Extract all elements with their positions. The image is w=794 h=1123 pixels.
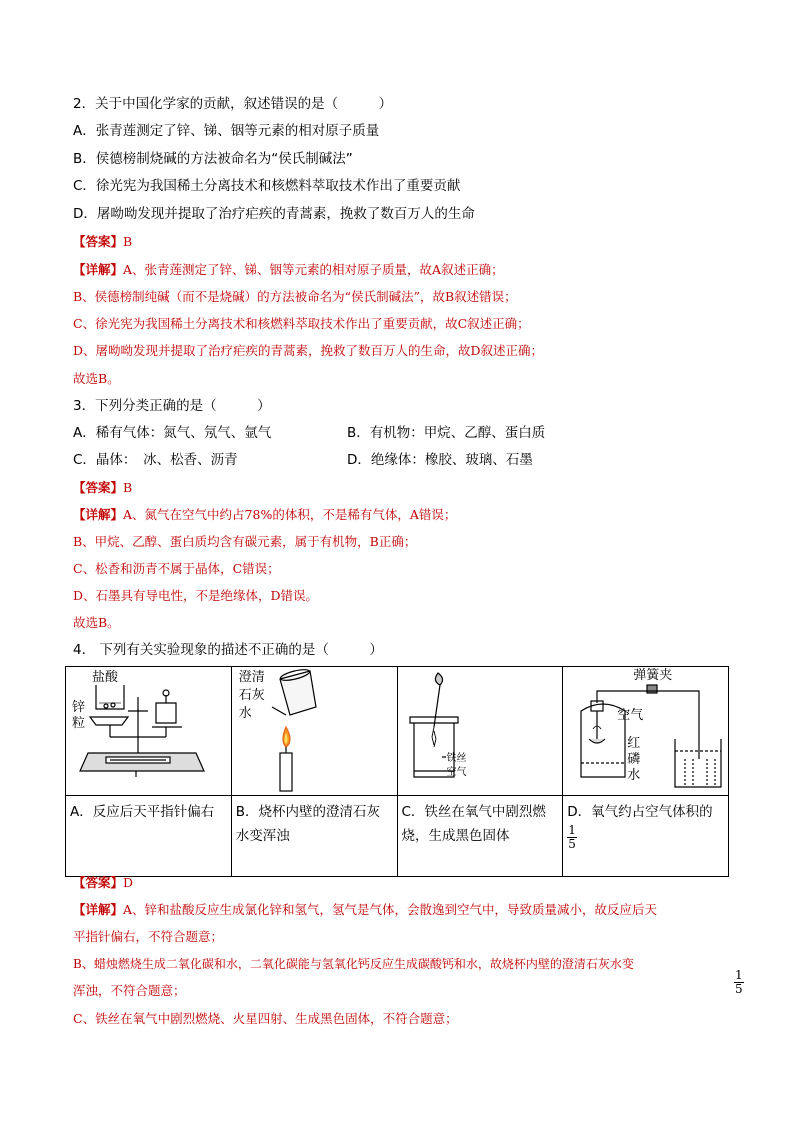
q2-option-d: D．屠呦呦发现并提取了治疗疟疾的青蒿素，挽救了数百万人的生命 <box>73 206 475 222</box>
detail-tag: 【详解】 <box>73 262 124 277</box>
label-air: 空气 <box>446 767 467 778</box>
q3-option-b: B．有机物：甲烷、乙醇、蛋白质 <box>347 425 546 441</box>
q4-option-c: C．铁丝在氧气中剧烈燃烧，生成黑色固体 <box>397 796 563 877</box>
q2-stem: 2．关于中国化学家的贡献，叙述错误的是（ ） <box>73 96 393 112</box>
fraction-numerator: 1 <box>568 823 576 837</box>
q2-detail-line: C、徐光宪为我国稀土分离技术和核燃料萃取技术作出了重要贡献，故C叙述正确； <box>73 316 530 331</box>
detail-tag: 【详解】 <box>73 507 124 522</box>
q2-option-c: C．徐光宪为我国稀土分离技术和核燃料萃取技术作出了重要贡献 <box>73 178 461 194</box>
label-clear: 澄清 <box>238 670 265 685</box>
label-lime: 石灰 <box>238 688 265 703</box>
page-number <box>734 969 744 996</box>
page-fraction <box>734 969 744 996</box>
q4-option-d <box>563 796 729 877</box>
q2-detail-line <box>73 261 504 279</box>
figure-c-cell <box>397 667 563 796</box>
q2-answer <box>73 233 132 251</box>
balance-illustration <box>66 667 228 793</box>
label-water: 水 <box>238 706 252 721</box>
q3-detail-line: D、石墨具有导电性，不是绝缘体，D错误。 <box>73 588 319 603</box>
iron-wire-illustration <box>398 667 560 793</box>
detail-text: A、氮气在空气中约占78%的体积，不是稀有气体，A错误； <box>123 507 457 522</box>
q4-detail-line <box>73 901 657 919</box>
answer-tag: 【答案】 <box>73 875 124 890</box>
page-current: 1 <box>735 968 743 982</box>
label-hydrochloric-acid: 盐酸 <box>92 670 119 685</box>
detail-text: A、锌和盐酸反应生成氯化锌和氢气，氢气是气体，会散逸到空气中，导致质量减小，故反应后天 <box>123 902 658 917</box>
figure-a-cell <box>66 667 232 796</box>
q2-detail-line: 故选B。 <box>73 371 120 386</box>
q4-detail-line: 浑浊，不符合题意； <box>73 983 186 998</box>
q4-detail-line: 平指针偏右，不符合题意； <box>73 929 224 944</box>
q3-answer <box>73 479 132 497</box>
q4-option-d-text: D．氧气约占空气体积的 <box>567 804 713 820</box>
q2-option-a: A．张青莲测定了锌、锑、铟等元素的相对原子质量 <box>73 123 380 139</box>
q3-option-c: C．晶体： 冰、松香、沥青 <box>73 452 238 468</box>
label-phosphorus: 磷 <box>627 752 641 767</box>
detail-tag: 【详解】 <box>73 902 124 917</box>
candle-illustration <box>232 667 394 793</box>
q4-stem: 4． 下列有关实验现象的描述不正确的是（ ） <box>73 642 383 658</box>
answer-value: B <box>123 480 133 495</box>
q3-option-a: A．稀有气体：氮气、氖气、氩气 <box>73 425 272 441</box>
label-red: 红 <box>627 736 641 751</box>
q3-stem: 3．下列分类正确的是（ ） <box>73 398 271 414</box>
label-iron-wire: 铁丝 <box>446 753 467 764</box>
detail-text: A、张青莲测定了锌、锑、铟等元素的相对原子质量，故A叙述正确； <box>123 262 504 277</box>
figure-d-cell <box>563 667 729 796</box>
q2-detail-line: D、屠呦呦发现并提取了治疗疟疾的青蒿素，挽救了数百万人的生命，故D叙述正确； <box>73 343 544 358</box>
q4-detail-line: B、蜡烛燃烧生成二氧化碳和水，二氧化碳能与氢氧化钙反应生成碳酸钙和水，故烧杯内壁的澄清石灰水变 <box>73 957 634 971</box>
answer-value: B <box>123 234 133 249</box>
label-water: 水 <box>627 768 641 783</box>
q2-option-b: B．侯德榜制烧碱的方法被命名为“侯氏制碱法” <box>73 151 353 167</box>
q4-figure-table <box>65 666 729 877</box>
label-spring-clip: 弹簧夹 <box>633 668 673 683</box>
label-air: 空气 <box>617 708 644 723</box>
q3-detail-line: B、甲烷、乙醇、蛋白质均含有碳元素，属于有机物，B正确； <box>73 534 417 549</box>
label-zinc: 锌 <box>72 700 86 715</box>
answer-tag: 【答案】 <box>73 234 124 249</box>
fraction <box>567 824 577 851</box>
q3-detail-line: 故选B。 <box>73 615 120 630</box>
q3-option-d: D．绝缘体：橡胶、玻璃、石墨 <box>347 452 533 468</box>
figure-b-cell <box>231 667 397 796</box>
label-granule: 粒 <box>72 716 86 731</box>
page-total: 5 <box>735 982 743 996</box>
q4-answer <box>73 874 133 892</box>
q2-detail-line: B、侯德榜制纯碱（而不是烧碱）的方法被命名为“侯氏制碱法”，故B叙述错误； <box>73 289 517 304</box>
answer-tag: 【答案】 <box>73 480 124 495</box>
q3-detail-line: C、松香和沥青不属于晶体，C错误； <box>73 561 280 576</box>
answer-value: D <box>123 875 134 890</box>
phosphorus-illustration <box>563 667 725 793</box>
q4-detail-line: C、铁丝在氧气中剧烈燃烧、火星四射、生成黑色固体，不符合题意； <box>73 1011 458 1026</box>
q4-option-b: B．烧杯内壁的澄清石灰水变浑浊 <box>231 796 397 877</box>
q4-option-a: A．反应后天平指针偏右 <box>66 796 232 877</box>
fraction-denominator: 5 <box>568 837 576 851</box>
q3-detail-line <box>73 506 456 524</box>
